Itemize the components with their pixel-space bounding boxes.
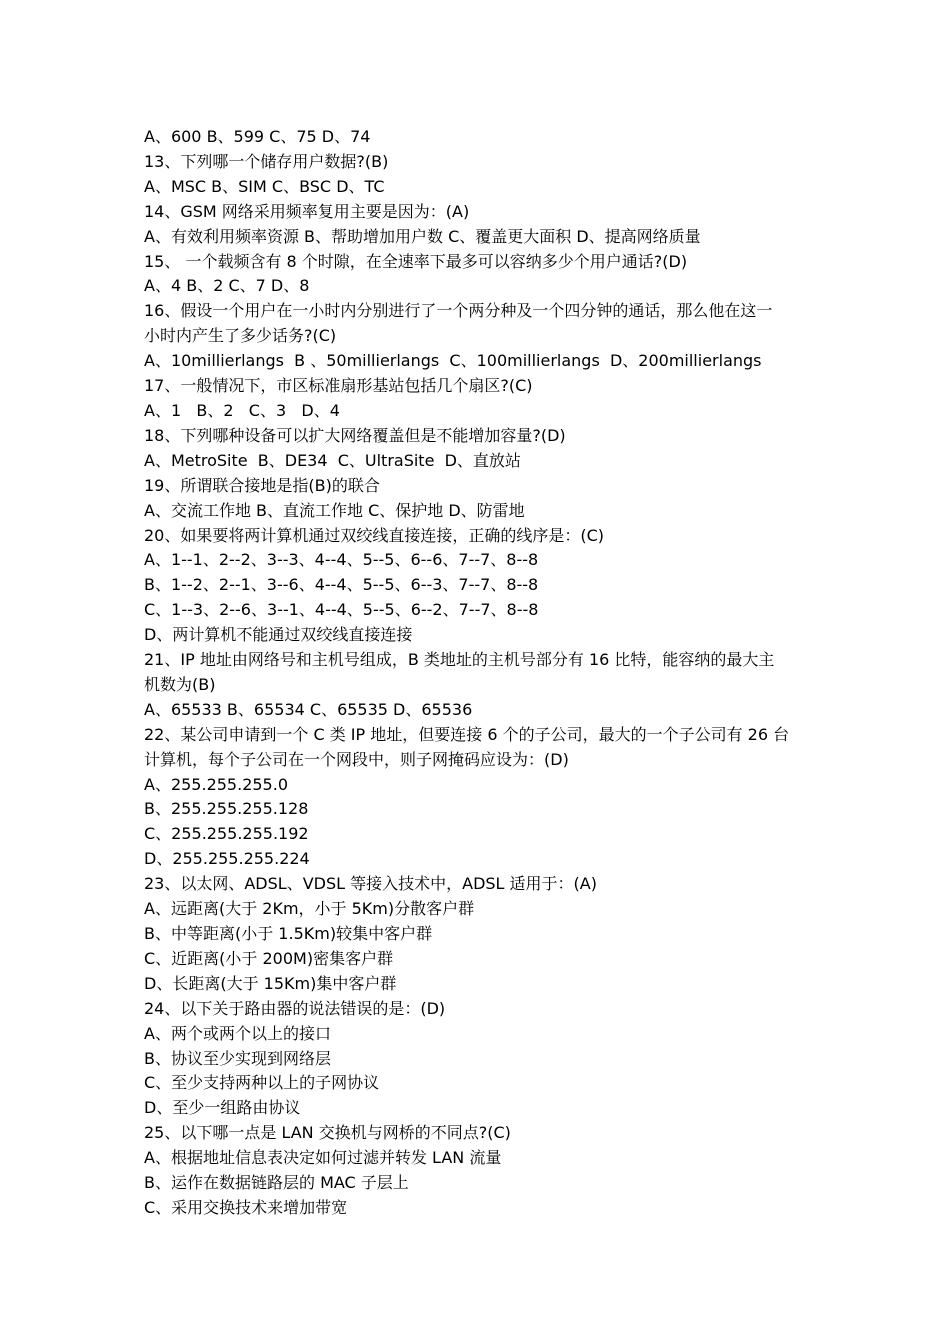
text-line: A、MSC B、SIM C、BSC D、TC	[144, 176, 385, 196]
text-line: 机数为(B)	[144, 674, 216, 694]
text-line: A、600 B、599 C、75 D、74	[144, 127, 371, 146]
text-line: 19、所谓联合接地是指(B)的联合	[144, 475, 380, 495]
text-line: B、运作在数据链路层的 MAC 子层上	[144, 1173, 409, 1193]
text-line: 15、 一个载频含有 8 个时隙，在全速率下最多可以容纳多少个用户通话?(D)	[144, 251, 688, 271]
text-line: 14、GSM 网络采用频率复用主要是因为：(A)	[144, 201, 470, 221]
text-line: A、1--1、2--2、3--3、4--4、5--5、6--6、7--7、8--8	[144, 550, 539, 570]
text-line: 20、如果要将两计算机通过双绞线直接连接，正确的线序是：(C)	[144, 525, 605, 545]
text-line: 18、下列哪种设备可以扩大网络覆盖但是不能增加容量?(D)	[144, 425, 566, 445]
text-line: D、至少一组路由协议	[144, 1098, 301, 1118]
text-line: A、255.255.255.0	[144, 774, 289, 794]
text-line: B、中等距离(小于 1.5Km)较集中客户群	[144, 924, 433, 943]
text-line: A、交流工作地 B、直流工作地 C、保护地 D、防雷地	[144, 500, 525, 520]
text-line: 25、以下哪一点是 LAN 交换机与网桥的不同点?(C)	[144, 1123, 511, 1143]
text-line: A、MetroSite B、DE34 C、UltraSite D、直放站	[144, 450, 521, 470]
text-line: 小时内产生了多少话务?(C)	[144, 326, 337, 346]
text-line: C、近距离(小于 200M)密集客户群	[144, 948, 394, 968]
text-line: B、协议至少实现到网络层	[144, 1048, 331, 1068]
text-line: A、根据地址信息表决定如何过滤并转发 LAN 流量	[144, 1148, 502, 1168]
text-line: D、两计算机不能通过双绞线直接连接	[144, 625, 413, 645]
text-line: C、1--3、2--6、3--1、4--4、5--5、6--2、7--7、8--8	[144, 600, 539, 620]
text-line: D、长距离(大于 15Km)集中客户群	[144, 973, 397, 993]
text-line: A、远距离(大于 2Km，小于 5Km)分散客户群	[144, 899, 475, 919]
text-line: C、至少支持两种以上的子网协议	[144, 1073, 380, 1093]
text-line: A、1 B、2 C、3 D、4	[144, 400, 340, 420]
text-line: 17、一般情况下，市区标准扇形基站包括几个扇区?(C)	[144, 376, 533, 396]
text-line: B、1--2、2--1、3--6、4--4、5--5、6--3、7--7、8--8	[144, 575, 539, 595]
text-line: A、10millierlangs B 、50millierlangs C、100millierlangs D、200millierlangs	[144, 351, 762, 371]
text-line: 21、IP 地址由网络号和主机号组成，B 类地址的主机号部分有 16 比特，能容纳的最大主	[144, 650, 775, 670]
text-line: 22、某公司申请到一个 C 类 IP 地址，但要连接 6 个的子公司，最大的一个子公司有 26 台	[144, 724, 790, 744]
text-line: 计算机，每个子公司在一个网段中，则子网掩码应设为：(D)	[144, 749, 569, 769]
text-line: B、255.255.255.128	[144, 799, 309, 819]
text-line: 23、以太网、ADSL、VDSL 等接入技术中，ADSL 适用于：(A)	[144, 874, 597, 894]
text-line: A、有效利用频率资源 B、帮助增加用户数 C、覆盖更大面积 D、提高网络质量	[144, 226, 701, 246]
text-line: A、两个或两个以上的接口	[144, 1023, 331, 1043]
text-line: 16、假设一个用户在一小时内分别进行了一个两分种及一个四分钟的通话，那么他在这一	[144, 301, 773, 321]
text-line: 24、以下关于路由器的说法错误的是：(D)	[144, 998, 446, 1018]
text-line: D、255.255.255.224	[144, 849, 310, 869]
text-line: C、255.255.255.192	[144, 824, 309, 844]
text-line: A、65533 B、65534 C、65535 D、65536	[144, 699, 473, 719]
text-line: 13、下列哪一个储存用户数据?(B)	[144, 151, 389, 171]
text-line: A、4 B、2 C、7 D、8	[144, 276, 310, 296]
document-body	[144, 125, 810, 1221]
text-line: C、采用交换技术来增加带宽	[144, 1197, 348, 1217]
